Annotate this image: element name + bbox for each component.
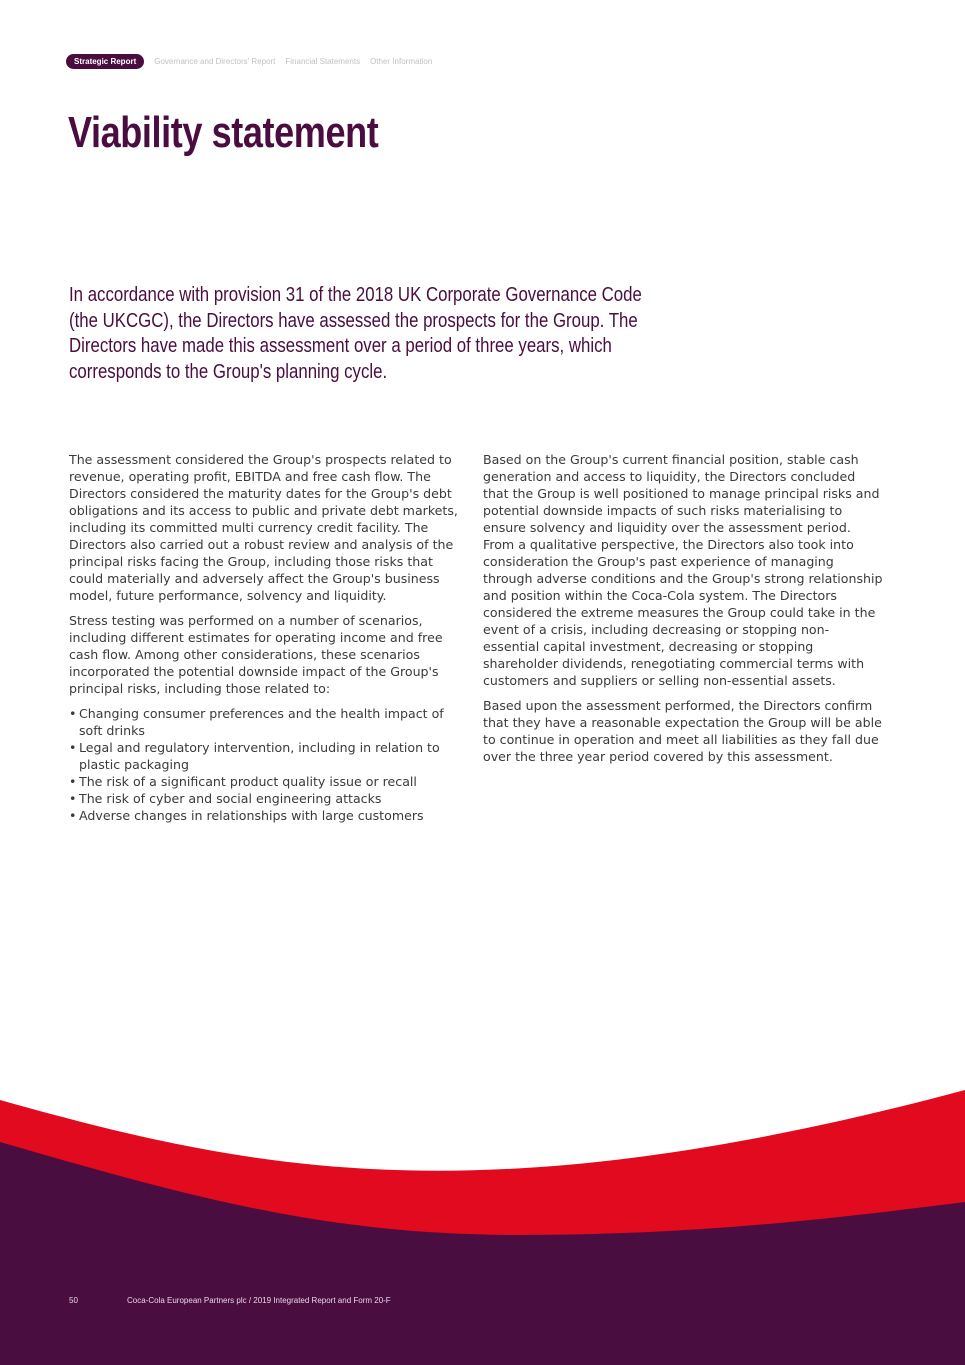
list-item: • The risk of a significant product quality issue or recall bbox=[69, 773, 461, 790]
right-column bbox=[483, 451, 883, 773]
risk-list bbox=[69, 705, 461, 824]
nav-strategic-report[interactable]: Strategic Report bbox=[66, 54, 144, 69]
paragraph: Stress testing was performed on a number of scenarios, including different estimates for operating income and free cash flow. Among other considerations, these scenarios incorporated the potential downside impact of the Group's principal risks, including those related to: bbox=[69, 613, 443, 696]
intro-paragraph: In accordance with provision 31 of the 2018 UK Corporate Governance Code (the UKCGC), the Directors have assessed the prospects for the Group. The Directors have made this assessment over a period of three years, which corresponds to the Group's planning cycle. bbox=[69, 283, 642, 384]
page-title: Viability statement bbox=[68, 108, 379, 157]
list-item: • Changing consumer preferences and the health impact of soft drinks bbox=[69, 705, 461, 739]
paragraph: Based on the Group's current financial position, stable cash generation and access to liquidity, the Directors concluded that the Group is well positioned to manage principal risks and potential downside impacts of such risks materialising to ensure solvency and liquidity over the assessment period. From a qualitative perspective, the Directors also took into consideration the Group's past experience of managing through adverse conditions and the Group's strong relationship and position within the Coca-Cola system. The Directors considered the extreme measures the Group could take in the event of a crisis, including decreasing or stopping non-essential capital investment, decreasing or stopping shareholder dividends, renegotiating commercial terms with customers and suppliers or selling non-essential assets. bbox=[483, 452, 883, 688]
list-item: • Legal and regulatory intervention, including in relation to plastic packaging bbox=[69, 739, 461, 773]
page-number: 50 bbox=[69, 1296, 78, 1305]
paragraph: Based upon the assessment performed, the Directors confirm that they have a reasonable expectation the Group will be able to continue in operation and meet all liabilities as they fall due over the three year period covered by this assessment. bbox=[483, 698, 882, 764]
left-column bbox=[69, 451, 461, 824]
paragraph: The assessment considered the Group's prospects related to revenue, operating profit, EBITDA and free cash flow. The Directors considered the maturity dates for the Group's debt obligations and its access to public and private debt markets, including its committed multi currency credit facility. The Directors also carried out a robust review and analysis of the principal risks facing the Group, including those risks that could materially and adversely affect the Group's business model, future performance, solvency and liquidity. bbox=[69, 452, 458, 603]
decorative-wave bbox=[0, 1090, 965, 1365]
section-nav bbox=[66, 54, 432, 69]
list-item: • Adverse changes in relationships with large customers bbox=[69, 807, 461, 824]
nav-governance[interactable]: Governance and Directors' Report bbox=[154, 57, 276, 66]
list-item: • The risk of cyber and social engineering attacks bbox=[69, 790, 461, 807]
nav-other-information[interactable]: Other Information bbox=[370, 57, 433, 66]
document-title: Coca-Cola European Partners plc / 2019 Integrated Report and Form 20-F bbox=[127, 1296, 391, 1305]
nav-financial-statements[interactable]: Financial Statements bbox=[285, 57, 361, 66]
